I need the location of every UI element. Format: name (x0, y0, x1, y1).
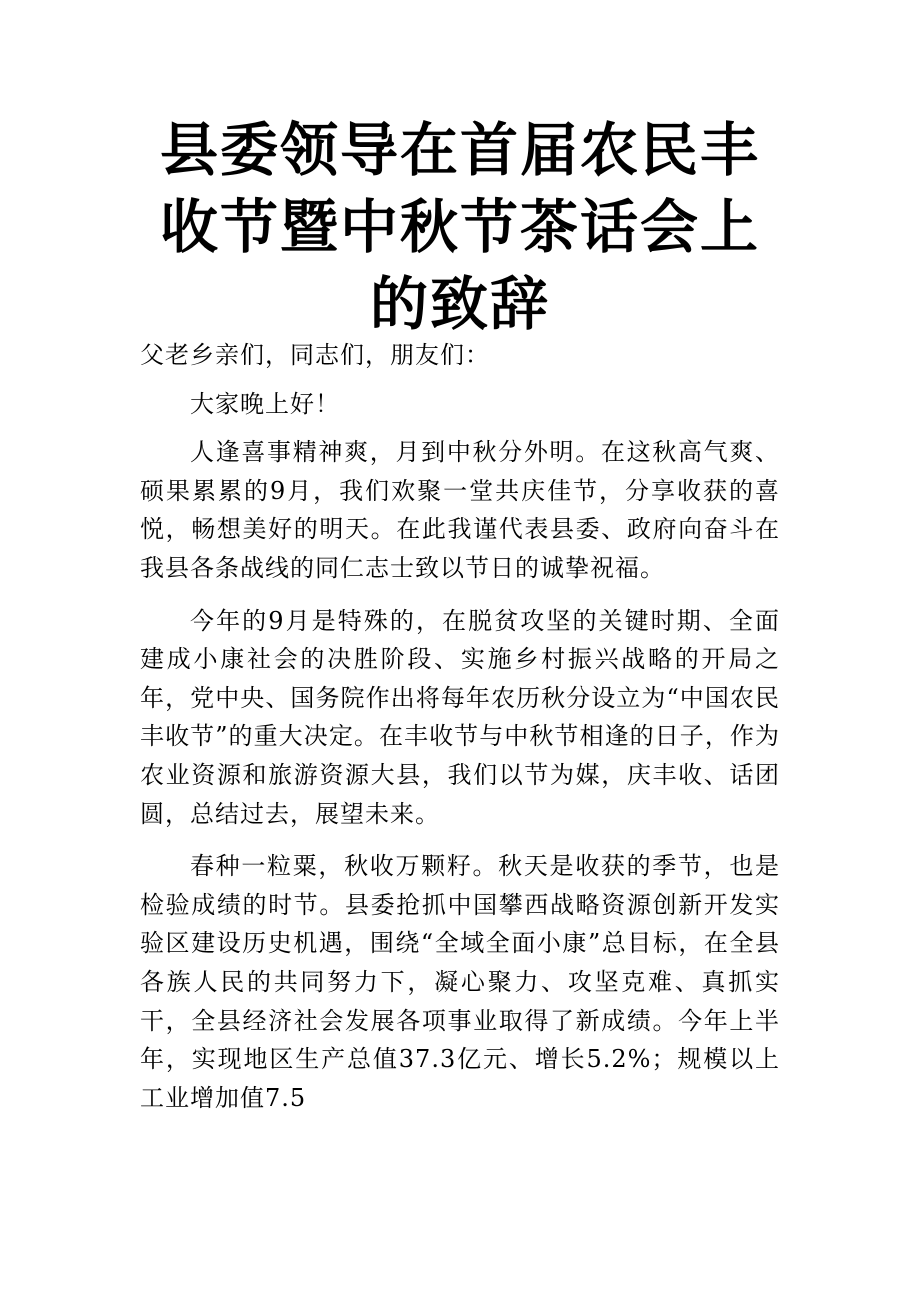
greeting: 大家晚上好！ (190, 389, 340, 418)
paragraph-3: 春种一粒粟，秋收万颗籽。秋天是收获的季节，也是检验成绩的时节。县委抢抓中国攀西战略资源创新开发实验区建设历史机遇，围绕“全域全面小康”总目标，在全县各族人民的共同努力下，凝心聚力、攻坚克难、真抓实干，全县经济社会发展各项事业取得了新成绩。今年上半年，实现地区生产总值37.3亿元、增长5.2%；规模以上工业增加值7.5 (140, 852, 780, 1112)
document-body (140, 336, 780, 1117)
document-title: 县委领导在首届农民丰收节暨中秋节茶话会上的致辞 (159, 116, 760, 338)
paragraph-1: 人逢喜事精神爽，月到中秋分外明。在这秋高气爽、硕果累累的9月，我们欢聚一堂共庆佳节，分享收获的喜悦，畅想美好的明天。在此我谨代表县委、政府向奋斗在我县各条战线的同仁志士致以节日的诚挚祝福。 (140, 438, 780, 582)
paragraph-2: 今年的9月是特殊的，在脱贫攻坚的关键时期、全面建成小康社会的决胜阶段、实施乡村振兴战略的开局之年，党中央、国务院作出将每年农历秋分设立为“中国农民丰收节”的重大决定。在丰收节与中秋节相逢的日子，作为农业资源和旅游资源大县，我们以节为媒，庆丰收、话团圆，总结过去，展望未来。 (140, 606, 780, 828)
salutation: 父老乡亲们，同志们，朋友们： (140, 341, 490, 369)
